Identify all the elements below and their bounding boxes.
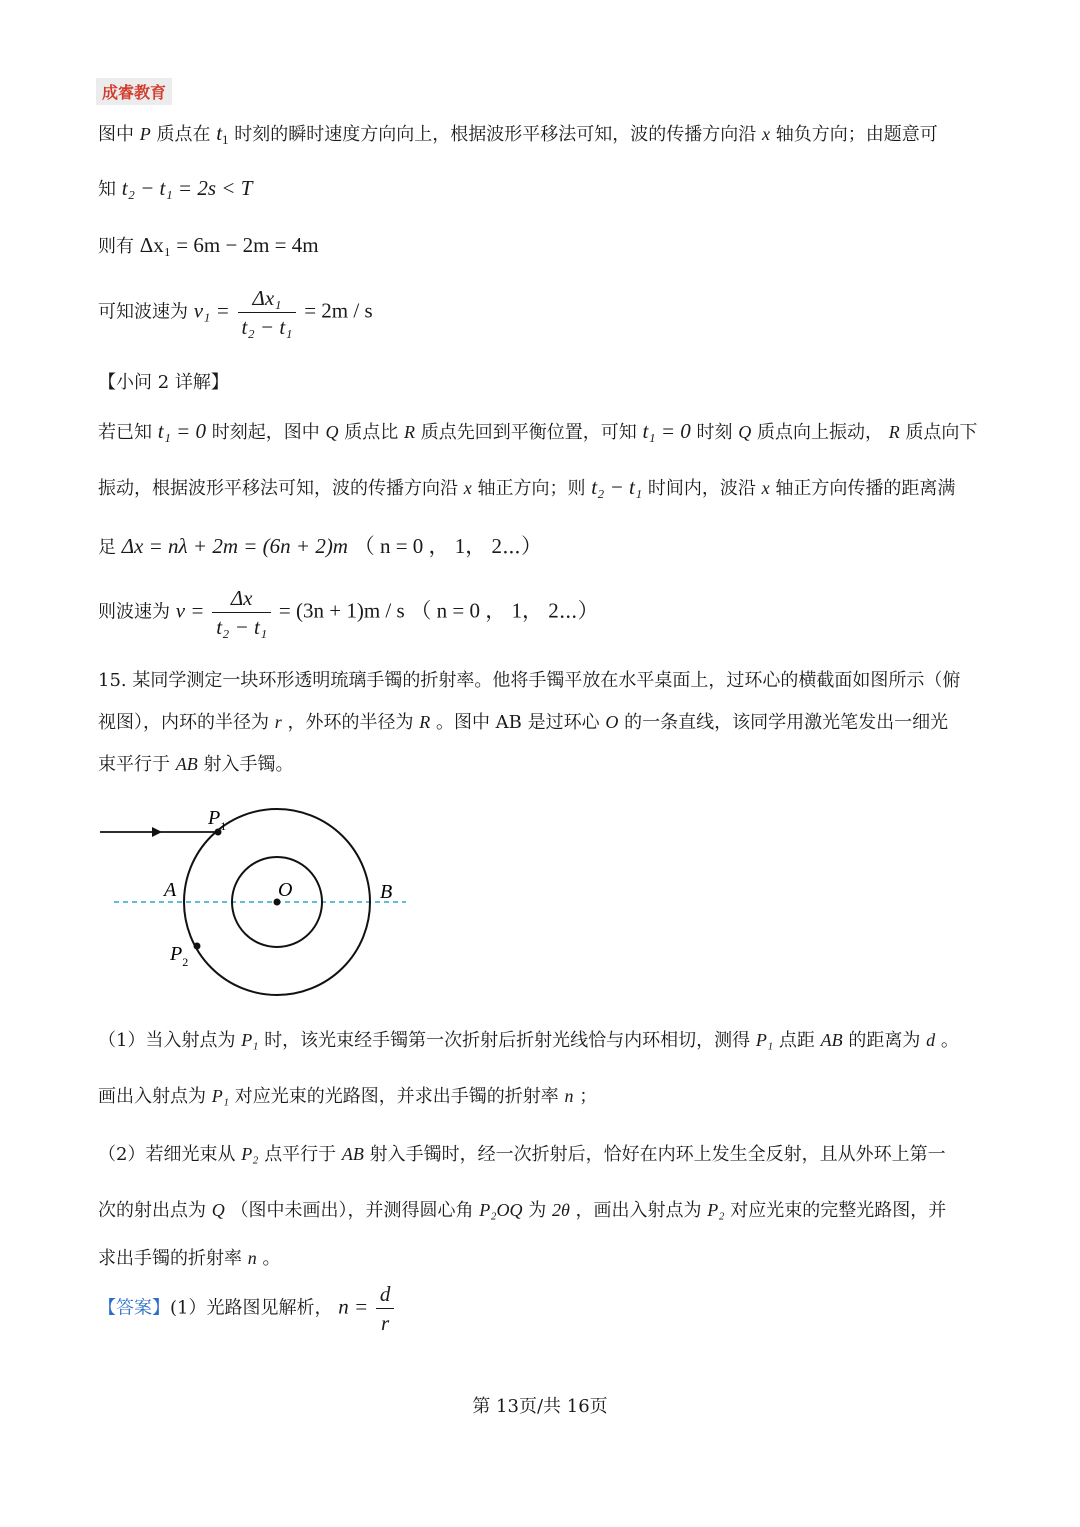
label-p2: $P_2$ — [170, 943, 189, 969]
label-o: O — [278, 879, 293, 901]
page-number: 第 13页/共 16页 — [472, 1396, 608, 1417]
para-4: 可知波速为 v₁ = $\frac{\text{Δx₁}}{\text{t₂ − t₁}}$ = 2m / s — [98, 286, 373, 339]
q2-line-3: 求出手镯的折射率 n 。 — [98, 1248, 281, 1269]
q15-line-3: 束平行于 AB 射入手镯。 — [98, 754, 294, 775]
q2-line-2: 次的射出点为 Q （图中未画出），并测得圆心角 P₂OQ 为 2θ ，画出入射点为 P₂ 对应光束的完整光路图，并 — [98, 1200, 947, 1221]
para-2: 知 t₂ − t₁ = 2s < T — [98, 176, 253, 200]
fraction-answer: $\frac{d}{r}$ — [376, 1280, 395, 1337]
q15-line-1: 15. 某同学测定一块环形透明琉璃手镯的折射率。他将手镯平放在水平桌面上，过环心的横截面如图所示（俯 — [98, 670, 961, 691]
para-5: 若已知 t₁ = 0 时刻起，图中 Q 质点比 R 质点先回到平衡位置，可知 t₁ = 0 时刻 Q 质点向上振动， R 质点向下 — [98, 419, 978, 443]
brand-badge: 成睿教育 — [96, 78, 172, 105]
label-p1: $P_1$ — [208, 807, 227, 833]
para-8: 则波速为 v = $\frac{\Delta x}{\text{t₂ − t₁}}$ = (3n + 1)m / s （ n = 0 ， 1， 2⋯） — [98, 586, 599, 639]
q1-line-1: （1）当入射点为 P₁ 时，该光束经手镯第一次折射后折射光线恰与内环相切，测得 P₁ 点距 AB 的距离为 d 。 — [98, 1030, 959, 1051]
fraction-v1: $\frac{\text{Δx₁}}{\text{t₂ − t₁}}$ — [238, 284, 297, 341]
q1-line-2: 画出入射点为 P₁ 对应光束的光路图，并求出手镯的折射率 n ； — [98, 1086, 598, 1107]
para-7: 足 Δx = nλ + 2m = (6n + 2)m （ n = 0 ， 1， 2⋯） — [98, 534, 542, 558]
answer-label: 【答案】 — [98, 1297, 170, 1319]
point-p2 — [194, 943, 201, 950]
para-3: 则有 Δx₁ = 6m − 2m = 4m — [98, 233, 319, 257]
ray-arrow-icon — [152, 827, 162, 837]
var-p: P — [139, 124, 151, 144]
fraction-v: $\frac{\Delta x}{\text{t₂ − t₁}}$ — [212, 584, 271, 641]
para-1: 图中 P 质点在 $t_1$ 时刻的瞬时速度方向向上，根据波形平移法可知，波的传播方向沿 x 轴负方向；由题意可 — [98, 121, 938, 147]
para-6: 振动，根据波形平移法可知，波的传播方向沿 x 轴正方向；则 t₂ − t₁ 时间内，波沿 x 轴正方向传播的距离满 — [98, 475, 956, 499]
label-b: B — [380, 881, 393, 903]
q15-line-2: 视图），内环的半径为 r ，外环的半径为 R 。图中 AB 是过环心 O 的一条直线，该同学用激光笔发出一细光 — [98, 712, 949, 733]
eq-time-diff: t₂ − t₁ = 2s < T — [121, 176, 253, 200]
answer-line: 【答案】(1）光路图见解析， n = $\frac{d}{r}$ — [98, 1280, 396, 1337]
eq-delta-x: Δx = nλ + 2m = (6n + 2)m — [121, 534, 348, 558]
q2-line-1: （2）若细光束从 P₂ 点平行于 AB 射入手镯时，经一次折射后，恰好在内环上发生全反射，且从外环上第一 — [98, 1144, 946, 1165]
label-a: A — [164, 879, 177, 901]
eq-delta-x1: Δx₁ = 6m − 2m = 4m — [139, 233, 319, 257]
section-heading-2: 【小问 2 详解】 — [98, 372, 229, 393]
bracelet-figure — [90, 800, 420, 1010]
